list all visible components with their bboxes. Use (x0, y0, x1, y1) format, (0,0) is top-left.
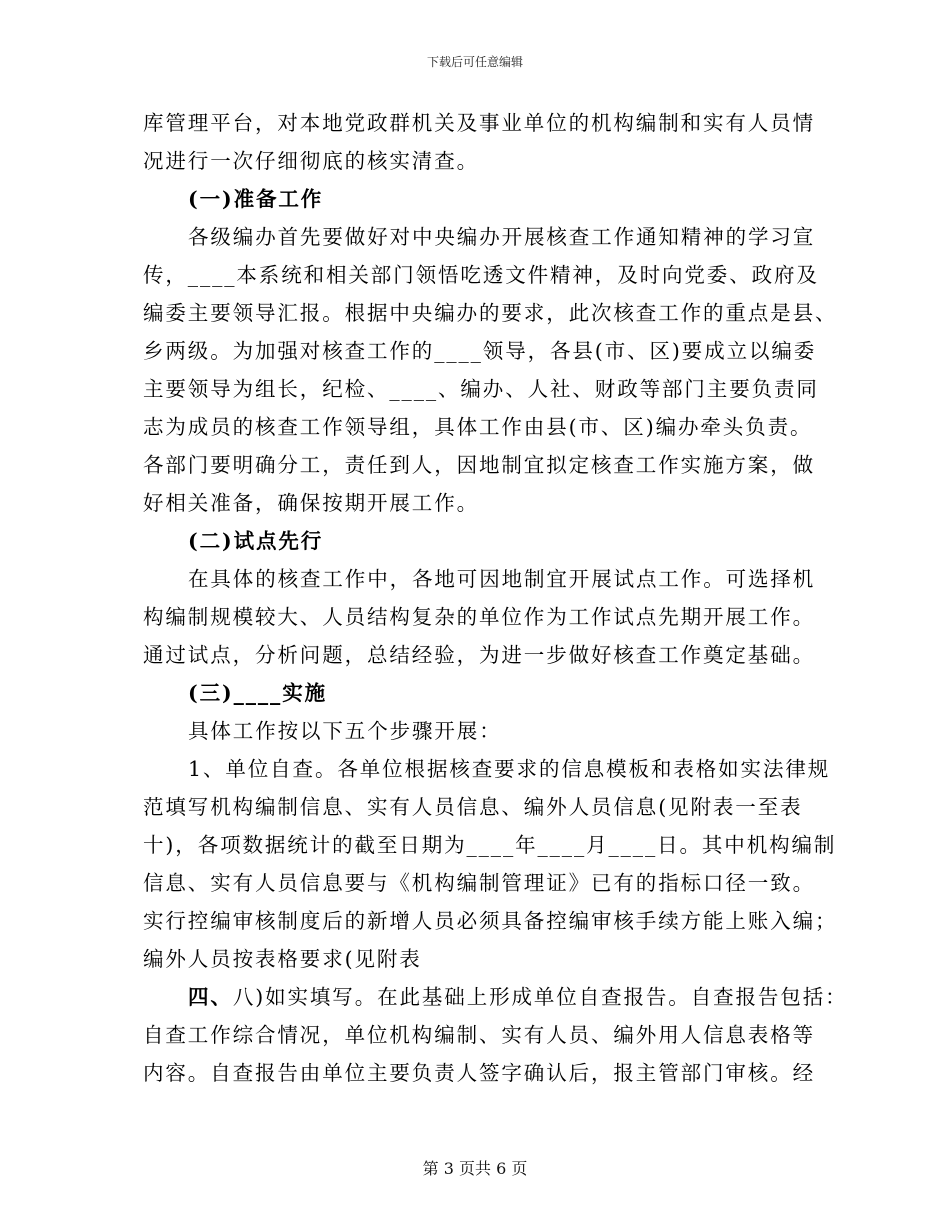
text-line: 乡两级。为加强对核查工作的____领导，各县(市、区)要成立以编委 (143, 339, 817, 363)
text-line: 志为成员的核查工作领导组，具体工作由县(市、区)编办牵头负责。 (143, 415, 813, 439)
text-line: 传，____本系统和相关部门领悟吃透文件精神，及时向党委、政府及 (143, 263, 819, 287)
text-line: 十)，各项数据统计的截至日期为____年____月____日。其中机构编制 (143, 833, 837, 857)
page-footer: 第 3 页共 6 页 (422, 1159, 528, 1178)
bold-lead: 四、 (188, 985, 233, 1009)
text-line: 各部门要明确分工，责任到人，因地制宜拟定核查工作实施方案，做 (143, 453, 815, 477)
text-line: 内容。自查报告由单位主要负责人签字确认后，报主管部门审核。经 (143, 1061, 815, 1085)
text-line: 在具体的核查工作中，各地可因地制宜开展试点工作。可选择机 (188, 567, 816, 591)
section-heading: (三)____实施 (188, 681, 327, 705)
text-line: 好相关准备，确保按期开展工作。 (143, 491, 479, 515)
text-line: 范填写机构编制信息、实有人员信息、编外人员信息(见附表一至表 (143, 795, 803, 819)
document-body (143, 104, 848, 1092)
text-line: 库管理平台，对本地党政群机关及事业单位的机构编制和实有人员情 (143, 111, 815, 135)
text-line: 各级编办首先要做好对中央编办开展核查工作通知精神的学习宣 (188, 225, 816, 249)
text-line: 1、单位自查。各单位根据核查要求的信息模板和表格如实法律规 (188, 757, 831, 781)
text-line: 实行控编审核制度后的新增人员必须具备控编审核手续方能上账入编； (143, 909, 838, 933)
text-line: 编外人员按表格要求(见附表 (143, 947, 422, 971)
text-line: 主要领导为组长，纪检、____、编办、人社、财政等部门主要负责同 (143, 377, 819, 401)
text-line: 编委主要领导汇报。根据中央编办的要求，此次核查工作的重点是县、 (143, 301, 838, 325)
text-line (143, 978, 848, 1016)
section-heading: (二)试点先行 (188, 529, 324, 553)
text-line: 信息、实有人员信息要与《机构编制管理证》已有的指标口径一致。 (143, 871, 815, 895)
text-line: 构编制规模较大、人员结构复杂的单位作为工作试点先期开展工作。 (143, 605, 815, 629)
text-line: 自查工作综合情况，单位机构编制、实有人员、编外用人信息表格等 (143, 1023, 815, 1047)
text-line: 况进行一次仔细彻底的核实清查。 (143, 149, 479, 173)
text-line: 通过试点，分析问题，总结经验，为进一步做好核查工作奠定基础。 (143, 643, 815, 667)
text-line: 具体工作按以下五个步骤开展： (188, 719, 502, 743)
section-heading: (一)准备工作 (188, 187, 324, 211)
line-rest: 八)如实填写。在此基础上形成单位自查报告。自查报告包括： (232, 985, 848, 1009)
page-header: 下载后可任意编辑 (426, 55, 523, 69)
